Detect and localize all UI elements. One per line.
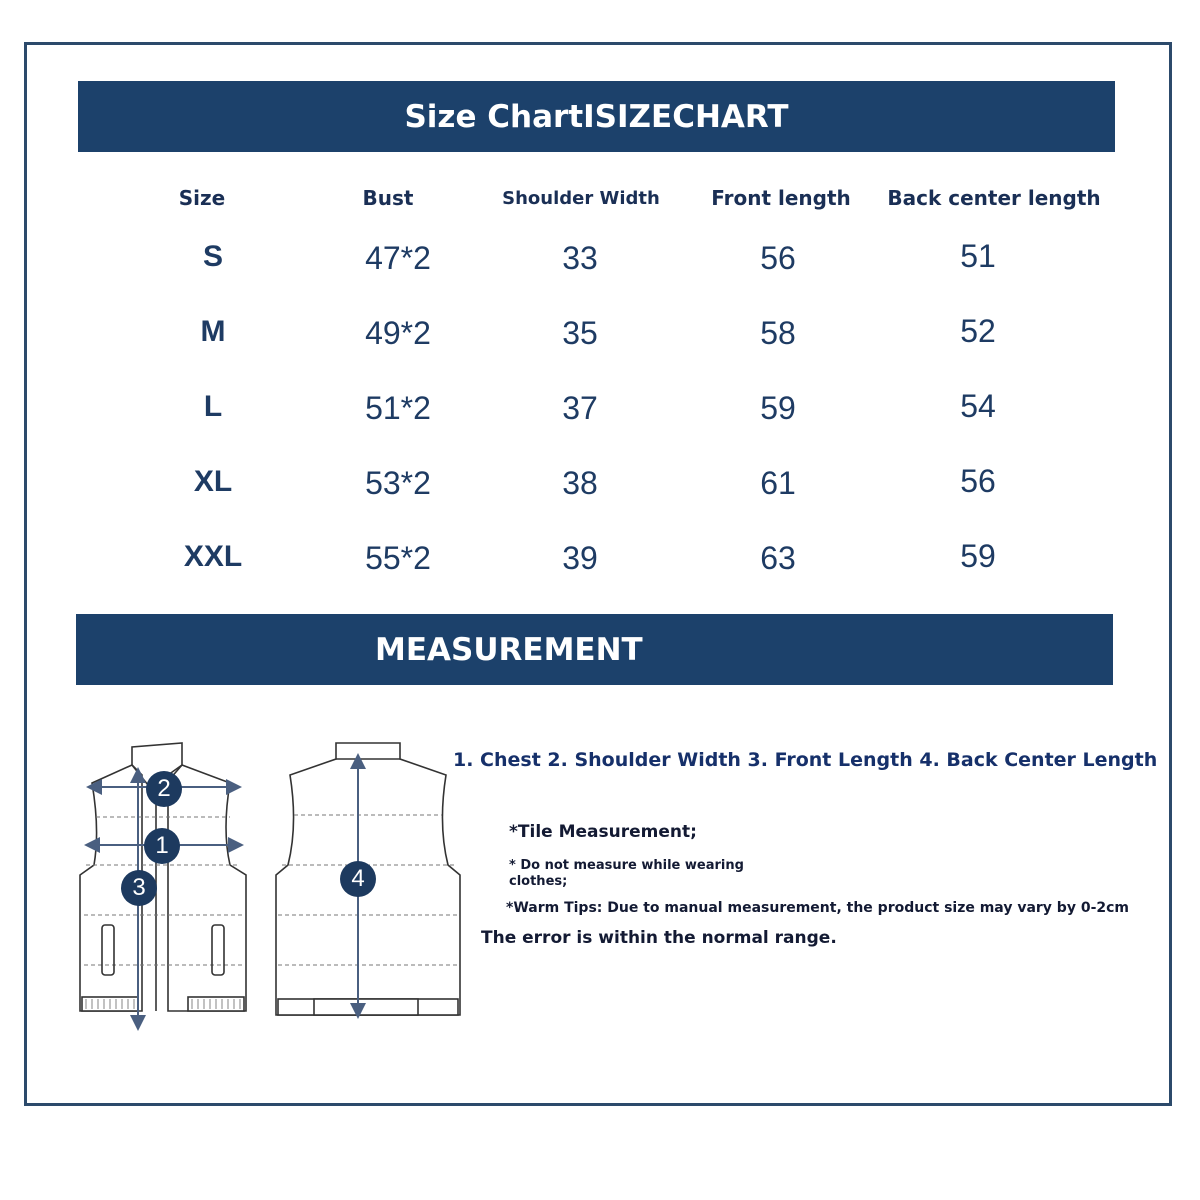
cell-bust: 47*2 [365,240,431,276]
cell-front-length: 61 [760,465,796,501]
cell-size: XXL [183,540,243,573]
cell-shoulder: 33 [562,240,598,276]
cell-front-length: 58 [760,315,796,351]
measurement-banner [76,614,1113,685]
cell-size: XL [193,465,233,498]
note-warm-tips: *Warm Tips: Due to manual measurement, the product size may vary by 0-2cm [506,900,1130,916]
note-clothes: clothes; [509,874,568,889]
cell-back-length: 59 [960,538,996,574]
cell-front-length: 59 [760,390,796,426]
marker-2: 2 [146,771,182,807]
note-tile-measurement: *Tile Measurement; [509,822,697,842]
cell-back-length: 56 [960,463,996,499]
cell-bust: 49*2 [365,315,431,351]
cell-shoulder: 38 [562,465,598,501]
cell-size: M [200,315,226,348]
header-bust: Bust [362,186,414,210]
cell-back-length: 51 [960,238,996,274]
header-size: Size [178,186,226,210]
header-shoulder-width: Shoulder Width [502,188,660,209]
measurement-title: MEASUREMENT [375,631,643,668]
note-do-not-measure: * Do not measure while wearing [509,858,744,873]
marker-1: 1 [144,828,180,864]
cell-back-length: 54 [960,388,996,424]
cell-size: S [202,240,224,273]
size-chart-banner [78,81,1115,152]
cell-front-length: 56 [760,240,796,276]
cell-bust: 55*2 [365,540,431,576]
cell-shoulder: 35 [562,315,598,351]
cell-back-length: 52 [960,313,996,349]
header-front-length: Front length [711,186,851,210]
size-chart-title: Size ChartISIZECHART [404,98,789,135]
cell-shoulder: 37 [562,390,598,426]
marker-3: 3 [121,870,157,906]
measurement-legend: 1. Chest 2. Shoulder Width 3. Front Length 4. Back Center Length [453,749,1158,771]
note-error-range: The error is within the normal range. [481,928,837,948]
marker-4: 4 [340,861,376,897]
cell-shoulder: 39 [562,540,598,576]
header-back-center-length: Back center length [887,186,1101,210]
cell-front-length: 63 [760,540,796,576]
cell-size: L [203,390,223,423]
cell-bust: 53*2 [365,465,431,501]
cell-bust: 51*2 [365,390,431,426]
